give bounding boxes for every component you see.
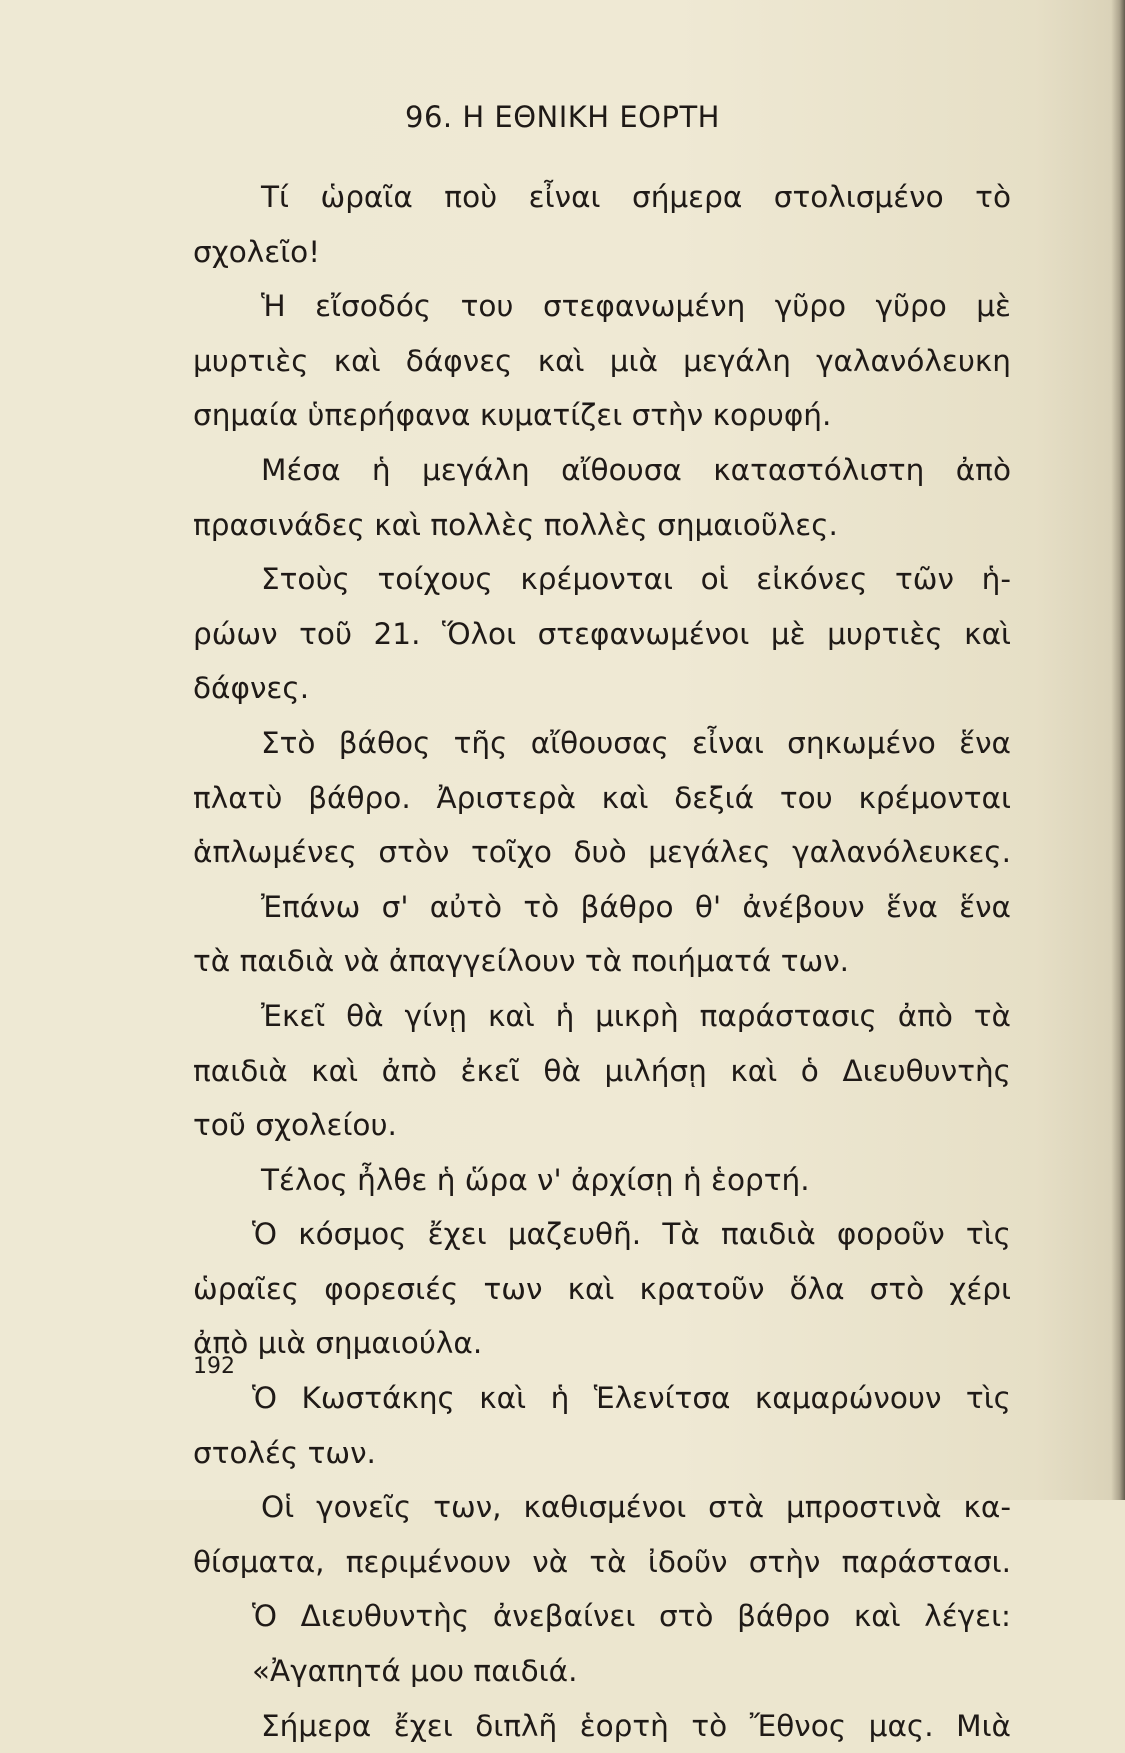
chapter-title: 96. Η ΕΘΝΙΚΗ ΕΟΡΤΗ bbox=[405, 100, 720, 134]
text-line: σχολεῖο! bbox=[193, 234, 321, 269]
text-line: Ὁ Κωστάκης καὶ ἡ Ἑλενίτσα καμαρώνουν τὶς bbox=[252, 1381, 1011, 1416]
text-line: Ὁ κόσμος ἔχει μαζευθῆ. Τὰ παιδιὰ φοροῦν τὶς bbox=[252, 1217, 1011, 1252]
text-line: Τέλος ἦλθε ἡ ὥρα ν' ἀρχίσῃ ἡ ἑορτή. bbox=[261, 1162, 810, 1197]
text-line: πρασινάδες καὶ πολλὲς πολλὲς σημαιοῦλες. bbox=[193, 507, 838, 542]
page-number: 192 bbox=[193, 1354, 235, 1379]
text-line: ἁπλωμένες στὸν τοῖχο δυὸ μεγάλες γαλανόλευκες. bbox=[193, 835, 1011, 870]
text-line: ρώων τοῦ 21. Ὅλοι στεφανωμένοι μὲ μυρτιὲς καὶ bbox=[193, 616, 1011, 651]
text-line: παιδιὰ καὶ ἀπὸ ἐκεῖ θὰ μιλήσῃ καὶ ὁ Διευθυντὴς bbox=[193, 1053, 1011, 1088]
text-line: Ὁ Διευθυντὴς ἀνεβαίνει στὸ βάθρο καὶ λέγει: bbox=[252, 1599, 1011, 1634]
text-line: Ἡ εἴσοδός του στεφανωμένη γῦρο γῦρο μὲ bbox=[261, 289, 1011, 324]
text-line: Μέσα ἡ μεγάλη αἴθουσα καταστόλιστη ἀπὸ bbox=[261, 452, 1011, 487]
text-line: Ἐκεῖ θὰ γίνῃ καὶ ἡ μικρὴ παράστασις ἀπὸ τὰ bbox=[261, 998, 1011, 1033]
text-line: μυρτιὲς καὶ δάφνες καὶ μιὰ μεγάλη γαλανόλευκη bbox=[193, 343, 1011, 378]
text-line: τοῦ σχολείου. bbox=[193, 1108, 397, 1143]
body-text bbox=[193, 170, 1011, 1753]
text-line: σημαία ὑπερήφανα κυματίζει στὴν κορυφή. bbox=[193, 398, 832, 433]
text-line: τὰ παιδιὰ νὰ ἀπαγγείλουν τὰ ποιήματά των. bbox=[193, 944, 850, 979]
text-line: Ἐπάνω σ' αὐτὸ τὸ βάθρο θ' ἀνέβουν ἕνα ἕνα bbox=[261, 889, 1011, 924]
text-line: θίσματα, περιμένουν νὰ τὰ ἰδοῦν στὴν παράστασι. bbox=[193, 1544, 1011, 1579]
text-line: πλατὺ βάθρο. Ἀριστερὰ καὶ δεξιά του κρέμονται bbox=[193, 780, 1011, 815]
text-line: Στοὺς τοίχους κρέμονται οἱ εἰκόνες τῶν ἡ- bbox=[261, 562, 1011, 597]
text-line: Σήμερα ἔχει διπλῆ ἑορτὴ τὸ Ἔθνος μας. Μιὰ bbox=[261, 1708, 1011, 1743]
text-line: ὡραῖες φορεσιές των καὶ κρατοῦν ὅλα στὸ χέρι bbox=[193, 1271, 1011, 1306]
page-binding-shadow bbox=[1111, 0, 1125, 1500]
text-line: Τί ὡραῖα ποὺ εἶναι σήμερα στολισμένο τὸ bbox=[261, 180, 1011, 214]
text-line: ἀπὸ μιὰ σημαιούλα. bbox=[193, 1326, 483, 1361]
text-line: «Ἀγαπητά μου παιδιά. bbox=[252, 1654, 578, 1689]
text-line: δάφνες. bbox=[193, 671, 310, 706]
text-line: Στὸ βάθος τῆς αἴθουσας εἶναι σηκωμένο ἕνα bbox=[261, 725, 1011, 760]
text-line: Οἱ γονεῖς των, καθισμένοι στὰ μπροστινὰ κα- bbox=[261, 1490, 1011, 1525]
text-line: στολές των. bbox=[193, 1435, 376, 1470]
